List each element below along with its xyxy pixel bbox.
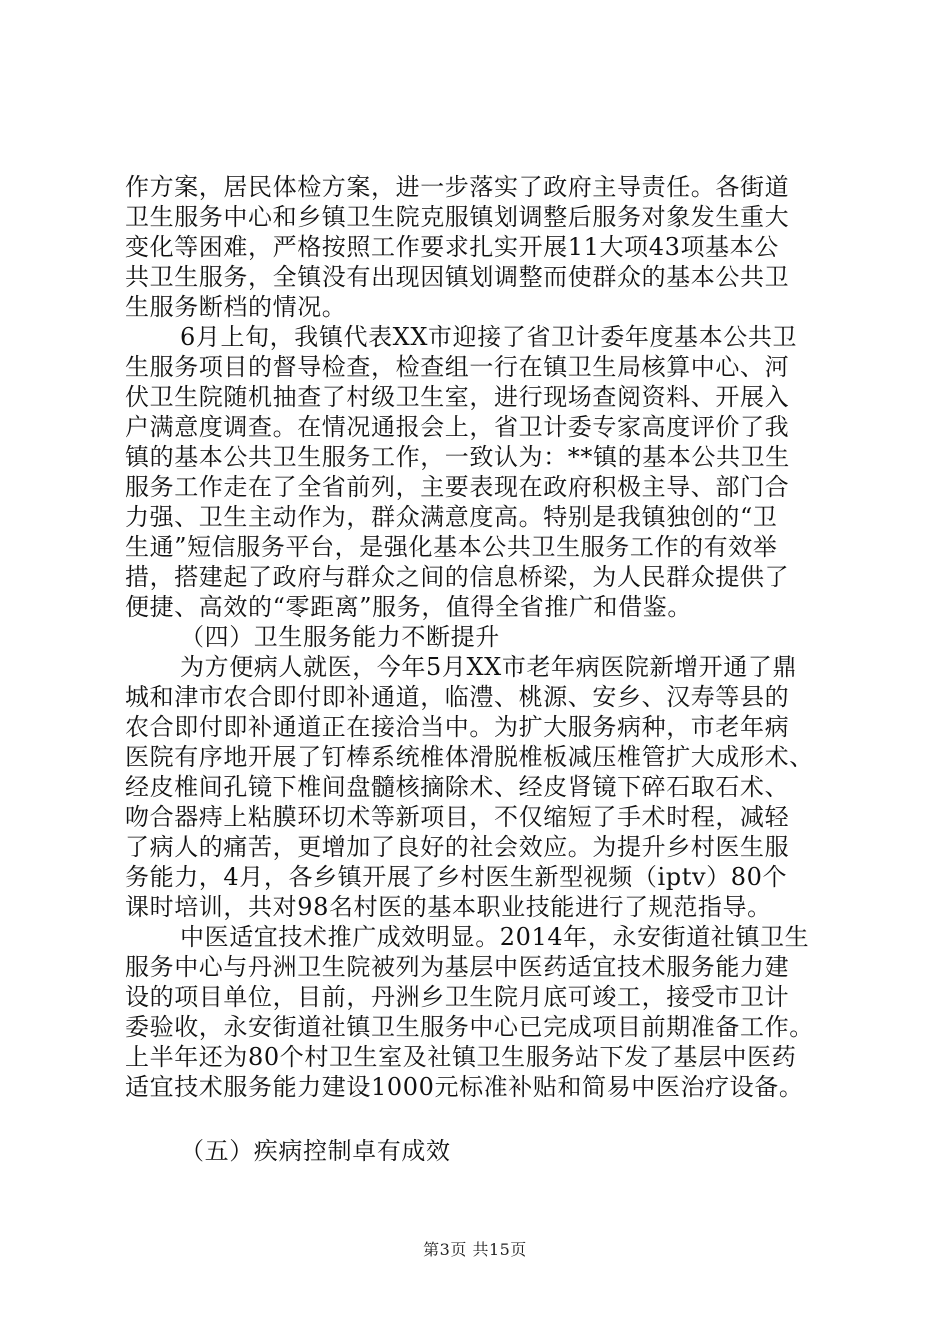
text-line: 中医适宜技术推广成效明显。2014年，永安街道社镇卫生 — [180, 923, 810, 951]
text-line: 生通”短信服务平台，是强化基本公共卫生服务工作的有效举 — [125, 533, 778, 561]
text-line: 户满意度调查。在情况通报会上，省卫计委专家高度评价了我 — [125, 413, 790, 441]
text-line: 变化等困难，严格按照工作要求扎实开展11大项43项基本公 — [125, 233, 779, 261]
text-line: 为方便病人就医，今年5月XX市老年病医院新增开通了鼎 — [180, 653, 798, 681]
text-line: 适宜技术服务能力建设1000元标准补贴和简易中医治疗设备。 — [125, 1073, 804, 1101]
text-line: 镇的基本公共卫生服务工作，一致认为：**镇的基本公共卫生 — [125, 443, 790, 471]
text-line: 委验收，永安街道社镇卫生服务中心已完成项目前期准备工作。 — [125, 1013, 814, 1041]
paragraph-gap — [125, 1102, 825, 1136]
text-line: 作方案，居民体检方案，进一步落实了政府主导责任。各街道 — [125, 173, 790, 201]
text-line: 服务中心与丹洲卫生院被列为基层中医药适宜技术服务能力建 — [125, 953, 790, 981]
text-line: 服务工作走在了全省前列，主要表现在政府积极主导、部门合 — [125, 473, 790, 501]
section-heading: （五）疾病控制卓有成效 — [180, 1137, 451, 1165]
text-line: 伏卫生院随机抽查了村级卫生室，进行现场查阅资料、开展入 — [125, 383, 790, 411]
text-line: 措，搭建起了政府与群众之间的信息桥梁，为人民群众提供了 — [125, 563, 790, 591]
text-line: 城和津市农合即付即补通道，临澧、桃源、安乡、汉寿等县的 — [125, 683, 790, 711]
section-heading: （四）卫生服务能力不断提升 — [180, 623, 500, 651]
page-footer: 第3页 共15页 — [423, 1240, 527, 1259]
body-text — [125, 172, 825, 1166]
text-line: 吻合器痔上粘膜环切术等新项目，不仅缩短了手术时程，减轻 — [125, 803, 790, 831]
text-line: 力强、卫生主动作为，群众满意度高。特别是我镇独创的“卫 — [125, 503, 778, 531]
text-line: 医院有序地开展了钉棒系统椎体滑脱椎板减压椎管扩大成形术、 — [125, 743, 814, 771]
text-line: 生服务项目的督导检查，检查组一行在镇卫生局核算中心、河 — [125, 353, 790, 381]
text-line: 了病人的痛苦，更增加了良好的社会效应。为提升乡村医生服 — [125, 833, 790, 861]
text-line: 务能力，4月，各乡镇开展了乡村医生新型视频（iptv）80个 — [125, 863, 788, 891]
text-line: 生服务断档的情况。 — [125, 293, 347, 321]
text-line: 卫生服务中心和乡镇卫生院克服镇划调整后服务对象发生重大 — [125, 203, 790, 231]
text-line: 便捷、高效的“零距离”服务，值得全省推广和借鉴。 — [125, 593, 692, 621]
text-line: 课时培训，共对98名村医的基本职业技能进行了规范指导。 — [125, 893, 772, 921]
text-line: 6月上旬，我镇代表XX市迎接了省卫计委年度基本公共卫 — [180, 323, 798, 351]
text-line: 经皮椎间孔镜下椎间盘髓核摘除术、经皮肾镜下碎石取石术、 — [125, 773, 790, 801]
text-line: 上半年还为80个村卫生室及社镇卫生服务站下发了基层中医药 — [125, 1043, 797, 1071]
text-line: 共卫生服务，全镇没有出现因镇划调整而使群众的基本公共卫 — [125, 263, 790, 291]
text-line: 农合即付即补通道正在接洽当中。为扩大服务病种，市老年病 — [125, 713, 790, 741]
text-line: 设的项目单位，目前，丹洲乡卫生院月底可竣工，接受市卫计 — [125, 983, 790, 1011]
